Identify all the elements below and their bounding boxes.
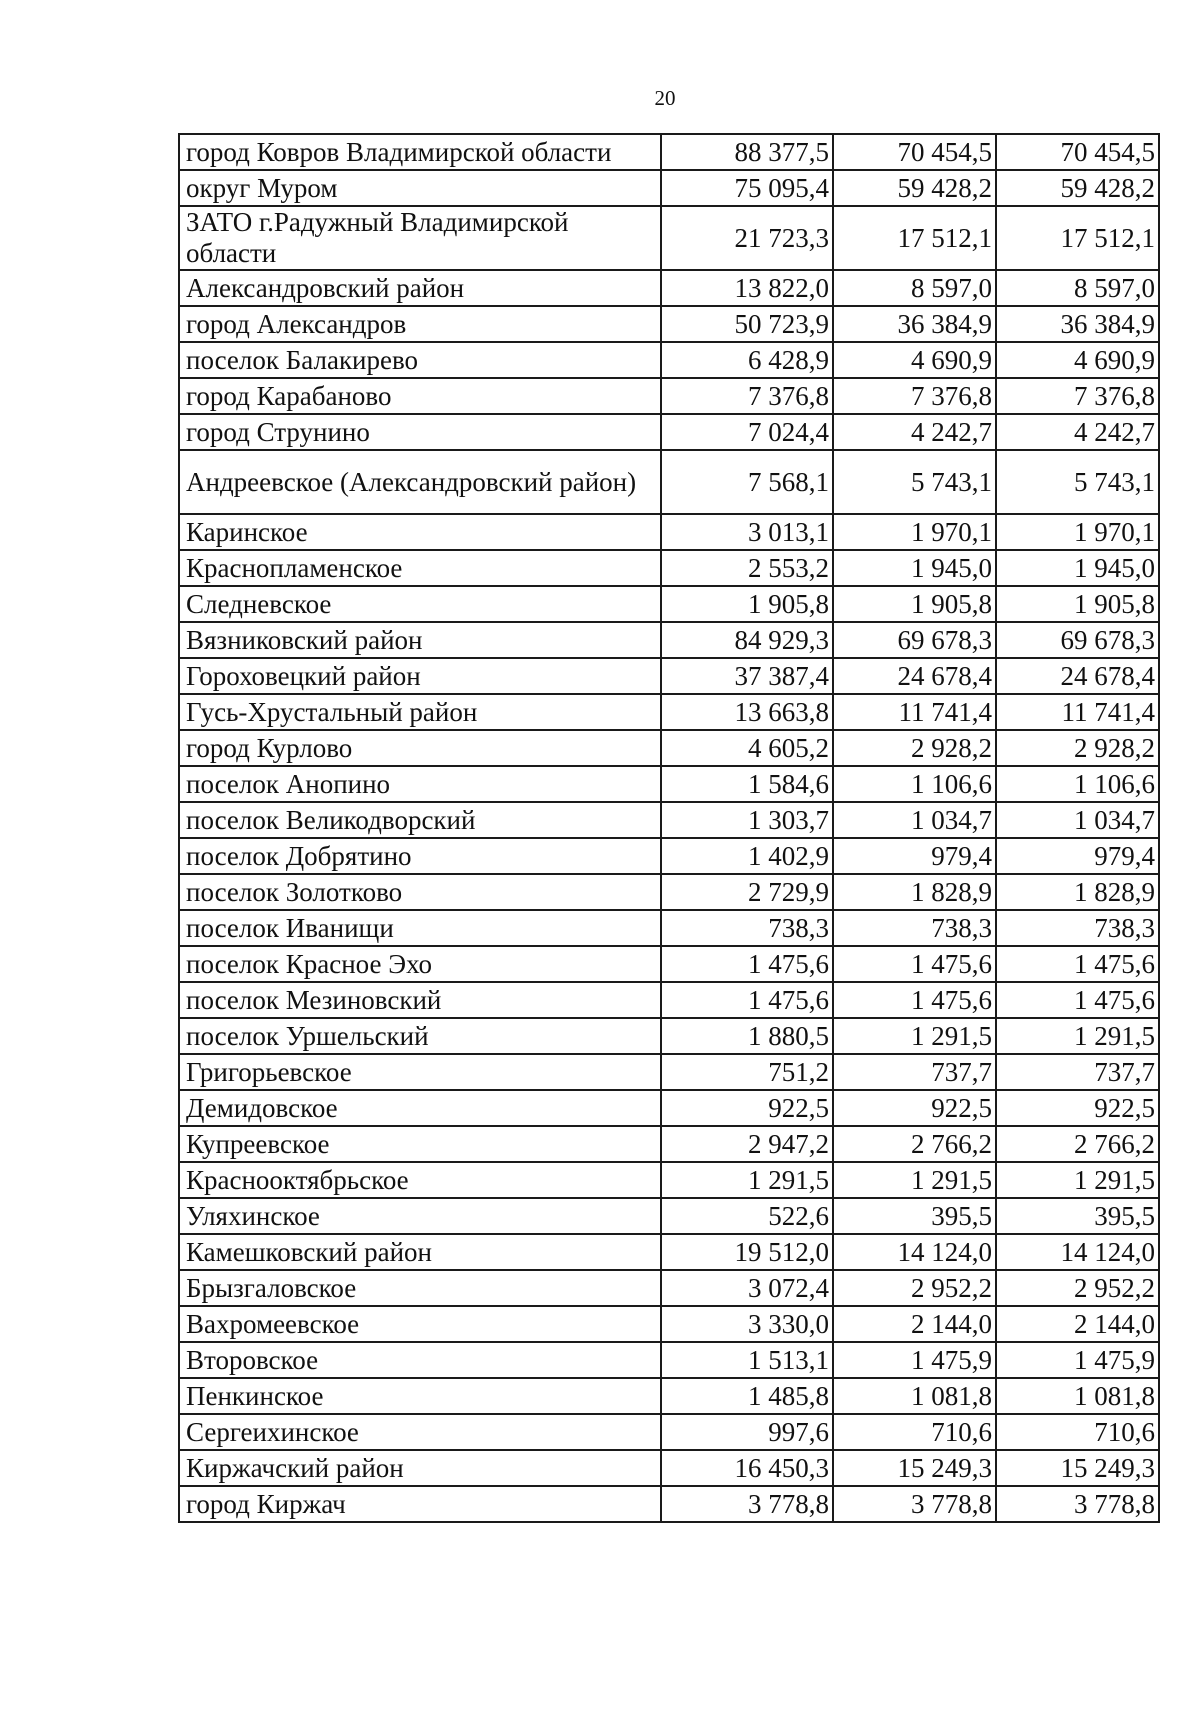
amount-column-1-cell: 3 330,0 — [661, 1306, 833, 1342]
amount-column-3-cell: 24 678,4 — [996, 658, 1159, 694]
municipality-name-cell: город Ковров Владимирской области — [179, 134, 661, 170]
amount-column-1-cell: 3 072,4 — [661, 1270, 833, 1306]
table-row — [179, 802, 1159, 838]
amount-column-2-cell: 15 249,3 — [833, 1450, 996, 1486]
table-row — [179, 134, 1159, 170]
municipality-name-cell: ЗАТО г.Радужный Владимирской области — [179, 206, 661, 270]
municipality-name-cell: Следневское — [179, 586, 661, 622]
amount-column-2-cell: 24 678,4 — [833, 658, 996, 694]
municipality-name-cell: Гусь-Хрустальный район — [179, 694, 661, 730]
municipality-name-cell: поселок Великодворский — [179, 802, 661, 838]
amount-column-3-cell: 70 454,5 — [996, 134, 1159, 170]
municipality-name-cell: Гороховецкий район — [179, 658, 661, 694]
amount-column-1-cell: 1 513,1 — [661, 1342, 833, 1378]
table-row — [179, 838, 1159, 874]
amount-column-2-cell: 1 291,5 — [833, 1018, 996, 1054]
amount-column-2-cell: 1 905,8 — [833, 586, 996, 622]
amount-column-1-cell: 751,2 — [661, 1054, 833, 1090]
amount-column-1-cell: 3 013,1 — [661, 514, 833, 550]
amount-column-3-cell: 2 144,0 — [996, 1306, 1159, 1342]
amount-column-2-cell: 69 678,3 — [833, 622, 996, 658]
table-row — [179, 450, 1159, 514]
amount-column-2-cell: 4 242,7 — [833, 414, 996, 450]
amount-column-3-cell: 1 828,9 — [996, 874, 1159, 910]
amount-column-3-cell: 36 384,9 — [996, 306, 1159, 342]
amount-column-2-cell: 3 778,8 — [833, 1486, 996, 1522]
amount-column-1-cell: 3 778,8 — [661, 1486, 833, 1522]
municipality-name-cell: поселок Добрятино — [179, 838, 661, 874]
amount-column-1-cell: 75 095,4 — [661, 170, 833, 206]
amount-column-3-cell: 1 945,0 — [996, 550, 1159, 586]
municipality-name-cell: город Карабаново — [179, 378, 661, 414]
municipality-name-cell: поселок Балакирево — [179, 342, 661, 378]
municipality-name-cell: Сергеихинское — [179, 1414, 661, 1450]
amount-column-3-cell: 979,4 — [996, 838, 1159, 874]
amount-column-1-cell: 13 822,0 — [661, 270, 833, 306]
amount-column-3-cell: 1 970,1 — [996, 514, 1159, 550]
table-row — [179, 342, 1159, 378]
table-row — [179, 694, 1159, 730]
amount-column-3-cell: 8 597,0 — [996, 270, 1159, 306]
table-row — [179, 206, 1159, 270]
municipality-name-cell: поселок Красное Эхо — [179, 946, 661, 982]
amount-column-1-cell: 522,6 — [661, 1198, 833, 1234]
amount-column-3-cell: 710,6 — [996, 1414, 1159, 1450]
amount-column-1-cell: 84 929,3 — [661, 622, 833, 658]
municipality-name-cell: Уляхинское — [179, 1198, 661, 1234]
amount-column-3-cell: 395,5 — [996, 1198, 1159, 1234]
amount-column-1-cell: 922,5 — [661, 1090, 833, 1126]
amount-column-3-cell: 1 291,5 — [996, 1018, 1159, 1054]
amount-column-1-cell: 1 880,5 — [661, 1018, 833, 1054]
amount-column-3-cell: 3 778,8 — [996, 1486, 1159, 1522]
amount-column-1-cell: 4 605,2 — [661, 730, 833, 766]
amount-column-1-cell: 1 291,5 — [661, 1162, 833, 1198]
municipality-name-cell: Камешковский район — [179, 1234, 661, 1270]
amount-column-2-cell: 59 428,2 — [833, 170, 996, 206]
municipality-name-cell: Второвское — [179, 1342, 661, 1378]
amount-column-2-cell: 2 766,2 — [833, 1126, 996, 1162]
table-row — [179, 1486, 1159, 1522]
amount-column-2-cell: 1 291,5 — [833, 1162, 996, 1198]
amount-column-3-cell: 1 475,6 — [996, 946, 1159, 982]
amount-column-2-cell: 1 475,9 — [833, 1342, 996, 1378]
amount-column-1-cell: 2 729,9 — [661, 874, 833, 910]
amount-column-3-cell: 1 034,7 — [996, 802, 1159, 838]
amount-column-1-cell: 37 387,4 — [661, 658, 833, 694]
amount-column-2-cell: 395,5 — [833, 1198, 996, 1234]
amount-column-1-cell: 2 947,2 — [661, 1126, 833, 1162]
amount-column-1-cell: 1 402,9 — [661, 838, 833, 874]
amount-column-2-cell: 14 124,0 — [833, 1234, 996, 1270]
amount-column-3-cell: 5 743,1 — [996, 450, 1159, 514]
table-row — [179, 270, 1159, 306]
amount-column-3-cell: 59 428,2 — [996, 170, 1159, 206]
municipality-name-cell: поселок Анопино — [179, 766, 661, 802]
municipality-name-cell: поселок Мезиновский — [179, 982, 661, 1018]
amount-column-2-cell: 1 106,6 — [833, 766, 996, 802]
table-row — [179, 1450, 1159, 1486]
amount-column-3-cell: 737,7 — [996, 1054, 1159, 1090]
amount-column-2-cell: 1 081,8 — [833, 1378, 996, 1414]
amount-column-2-cell: 11 741,4 — [833, 694, 996, 730]
table-row — [179, 586, 1159, 622]
table-row — [179, 1414, 1159, 1450]
amount-column-3-cell: 1 081,8 — [996, 1378, 1159, 1414]
municipality-name-cell: поселок Уршельский — [179, 1018, 661, 1054]
amount-column-1-cell: 19 512,0 — [661, 1234, 833, 1270]
amount-column-2-cell: 1 475,6 — [833, 982, 996, 1018]
amount-column-2-cell: 36 384,9 — [833, 306, 996, 342]
table-row — [179, 1198, 1159, 1234]
municipality-name-cell: поселок Золотково — [179, 874, 661, 910]
table-row — [179, 306, 1159, 342]
amount-column-2-cell: 2 144,0 — [833, 1306, 996, 1342]
municipality-name-cell: Пенкинское — [179, 1378, 661, 1414]
amount-column-2-cell: 738,3 — [833, 910, 996, 946]
municipality-name-cell: поселок Иванищи — [179, 910, 661, 946]
amount-column-3-cell: 14 124,0 — [996, 1234, 1159, 1270]
amount-column-3-cell: 4 690,9 — [996, 342, 1159, 378]
amount-column-2-cell: 4 690,9 — [833, 342, 996, 378]
table-row — [179, 1306, 1159, 1342]
amount-column-2-cell: 1 945,0 — [833, 550, 996, 586]
table-row — [179, 658, 1159, 694]
table-row — [179, 1378, 1159, 1414]
amount-column-1-cell: 1 485,8 — [661, 1378, 833, 1414]
municipality-name-cell: город Александров — [179, 306, 661, 342]
municipality-name-cell: Краснооктябрьское — [179, 1162, 661, 1198]
amount-column-3-cell: 1 475,6 — [996, 982, 1159, 1018]
amount-column-1-cell: 16 450,3 — [661, 1450, 833, 1486]
amount-column-2-cell: 8 597,0 — [833, 270, 996, 306]
table-row — [179, 378, 1159, 414]
budget-table-body — [179, 134, 1159, 1522]
amount-column-2-cell: 1 970,1 — [833, 514, 996, 550]
municipality-name-cell: Александровский район — [179, 270, 661, 306]
municipality-name-cell: Григорьевское — [179, 1054, 661, 1090]
amount-column-3-cell: 11 741,4 — [996, 694, 1159, 730]
municipality-name-cell: Вязниковский район — [179, 622, 661, 658]
amount-column-2-cell: 2 952,2 — [833, 1270, 996, 1306]
table-row — [179, 1126, 1159, 1162]
budget-table — [178, 133, 1160, 1523]
table-row — [179, 730, 1159, 766]
table-row — [179, 1234, 1159, 1270]
municipality-name-cell: Брызгаловское — [179, 1270, 661, 1306]
municipality-name-cell: город Курлово — [179, 730, 661, 766]
amount-column-3-cell: 15 249,3 — [996, 1450, 1159, 1486]
amount-column-2-cell: 1 828,9 — [833, 874, 996, 910]
table-row — [179, 550, 1159, 586]
municipality-name-cell: Краснопламенское — [179, 550, 661, 586]
table-row — [179, 982, 1159, 1018]
amount-column-3-cell: 69 678,3 — [996, 622, 1159, 658]
amount-column-1-cell: 1 905,8 — [661, 586, 833, 622]
amount-column-3-cell: 2 766,2 — [996, 1126, 1159, 1162]
amount-column-1-cell: 1 475,6 — [661, 982, 833, 1018]
municipality-name-cell: Демидовское — [179, 1090, 661, 1126]
amount-column-2-cell: 70 454,5 — [833, 134, 996, 170]
amount-column-1-cell: 738,3 — [661, 910, 833, 946]
amount-column-2-cell: 1 034,7 — [833, 802, 996, 838]
table-row — [179, 414, 1159, 450]
page-number: 20 — [654, 86, 676, 110]
table-row — [179, 622, 1159, 658]
amount-column-1-cell: 21 723,3 — [661, 206, 833, 270]
table-row — [179, 1018, 1159, 1054]
amount-column-3-cell: 922,5 — [996, 1090, 1159, 1126]
amount-column-1-cell: 1 303,7 — [661, 802, 833, 838]
amount-column-1-cell: 7 568,1 — [661, 450, 833, 514]
amount-column-2-cell: 17 512,1 — [833, 206, 996, 270]
amount-column-3-cell: 1 291,5 — [996, 1162, 1159, 1198]
municipality-name-cell: Каринское — [179, 514, 661, 550]
amount-column-3-cell: 738,3 — [996, 910, 1159, 946]
amount-column-3-cell: 7 376,8 — [996, 378, 1159, 414]
table-row — [179, 1162, 1159, 1198]
table-row — [179, 946, 1159, 982]
table-row — [179, 1270, 1159, 1306]
table-row — [179, 1054, 1159, 1090]
amount-column-3-cell: 1 905,8 — [996, 586, 1159, 622]
amount-column-3-cell: 1 475,9 — [996, 1342, 1159, 1378]
municipality-name-cell: Киржачский район — [179, 1450, 661, 1486]
table-row — [179, 766, 1159, 802]
municipality-name-cell: Купреевское — [179, 1126, 661, 1162]
table-row — [179, 1342, 1159, 1378]
amount-column-3-cell: 4 242,7 — [996, 414, 1159, 450]
table-row — [179, 1090, 1159, 1126]
table-row — [179, 910, 1159, 946]
amount-column-3-cell: 2 952,2 — [996, 1270, 1159, 1306]
table-row — [179, 874, 1159, 910]
amount-column-1-cell: 7 376,8 — [661, 378, 833, 414]
amount-column-3-cell: 1 106,6 — [996, 766, 1159, 802]
amount-column-1-cell: 7 024,4 — [661, 414, 833, 450]
amount-column-3-cell: 2 928,2 — [996, 730, 1159, 766]
amount-column-1-cell: 50 723,9 — [661, 306, 833, 342]
municipality-name-cell: Андреевское (Александровский район) — [179, 450, 661, 514]
amount-column-1-cell: 13 663,8 — [661, 694, 833, 730]
amount-column-2-cell: 737,7 — [833, 1054, 996, 1090]
municipality-name-cell: Вахромеевское — [179, 1306, 661, 1342]
municipality-name-cell: город Киржач — [179, 1486, 661, 1522]
amount-column-1-cell: 2 553,2 — [661, 550, 833, 586]
amount-column-1-cell: 88 377,5 — [661, 134, 833, 170]
amount-column-1-cell: 1 475,6 — [661, 946, 833, 982]
amount-column-1-cell: 997,6 — [661, 1414, 833, 1450]
amount-column-2-cell: 1 475,6 — [833, 946, 996, 982]
amount-column-2-cell: 5 743,1 — [833, 450, 996, 514]
municipality-name-cell: город Струнино — [179, 414, 661, 450]
amount-column-1-cell: 1 584,6 — [661, 766, 833, 802]
amount-column-3-cell: 17 512,1 — [996, 206, 1159, 270]
amount-column-2-cell: 2 928,2 — [833, 730, 996, 766]
amount-column-1-cell: 6 428,9 — [661, 342, 833, 378]
amount-column-2-cell: 979,4 — [833, 838, 996, 874]
amount-column-2-cell: 922,5 — [833, 1090, 996, 1126]
table-row — [179, 514, 1159, 550]
amount-column-2-cell: 7 376,8 — [833, 378, 996, 414]
table-row — [179, 170, 1159, 206]
municipality-name-cell: округ Муром — [179, 170, 661, 206]
amount-column-2-cell: 710,6 — [833, 1414, 996, 1450]
